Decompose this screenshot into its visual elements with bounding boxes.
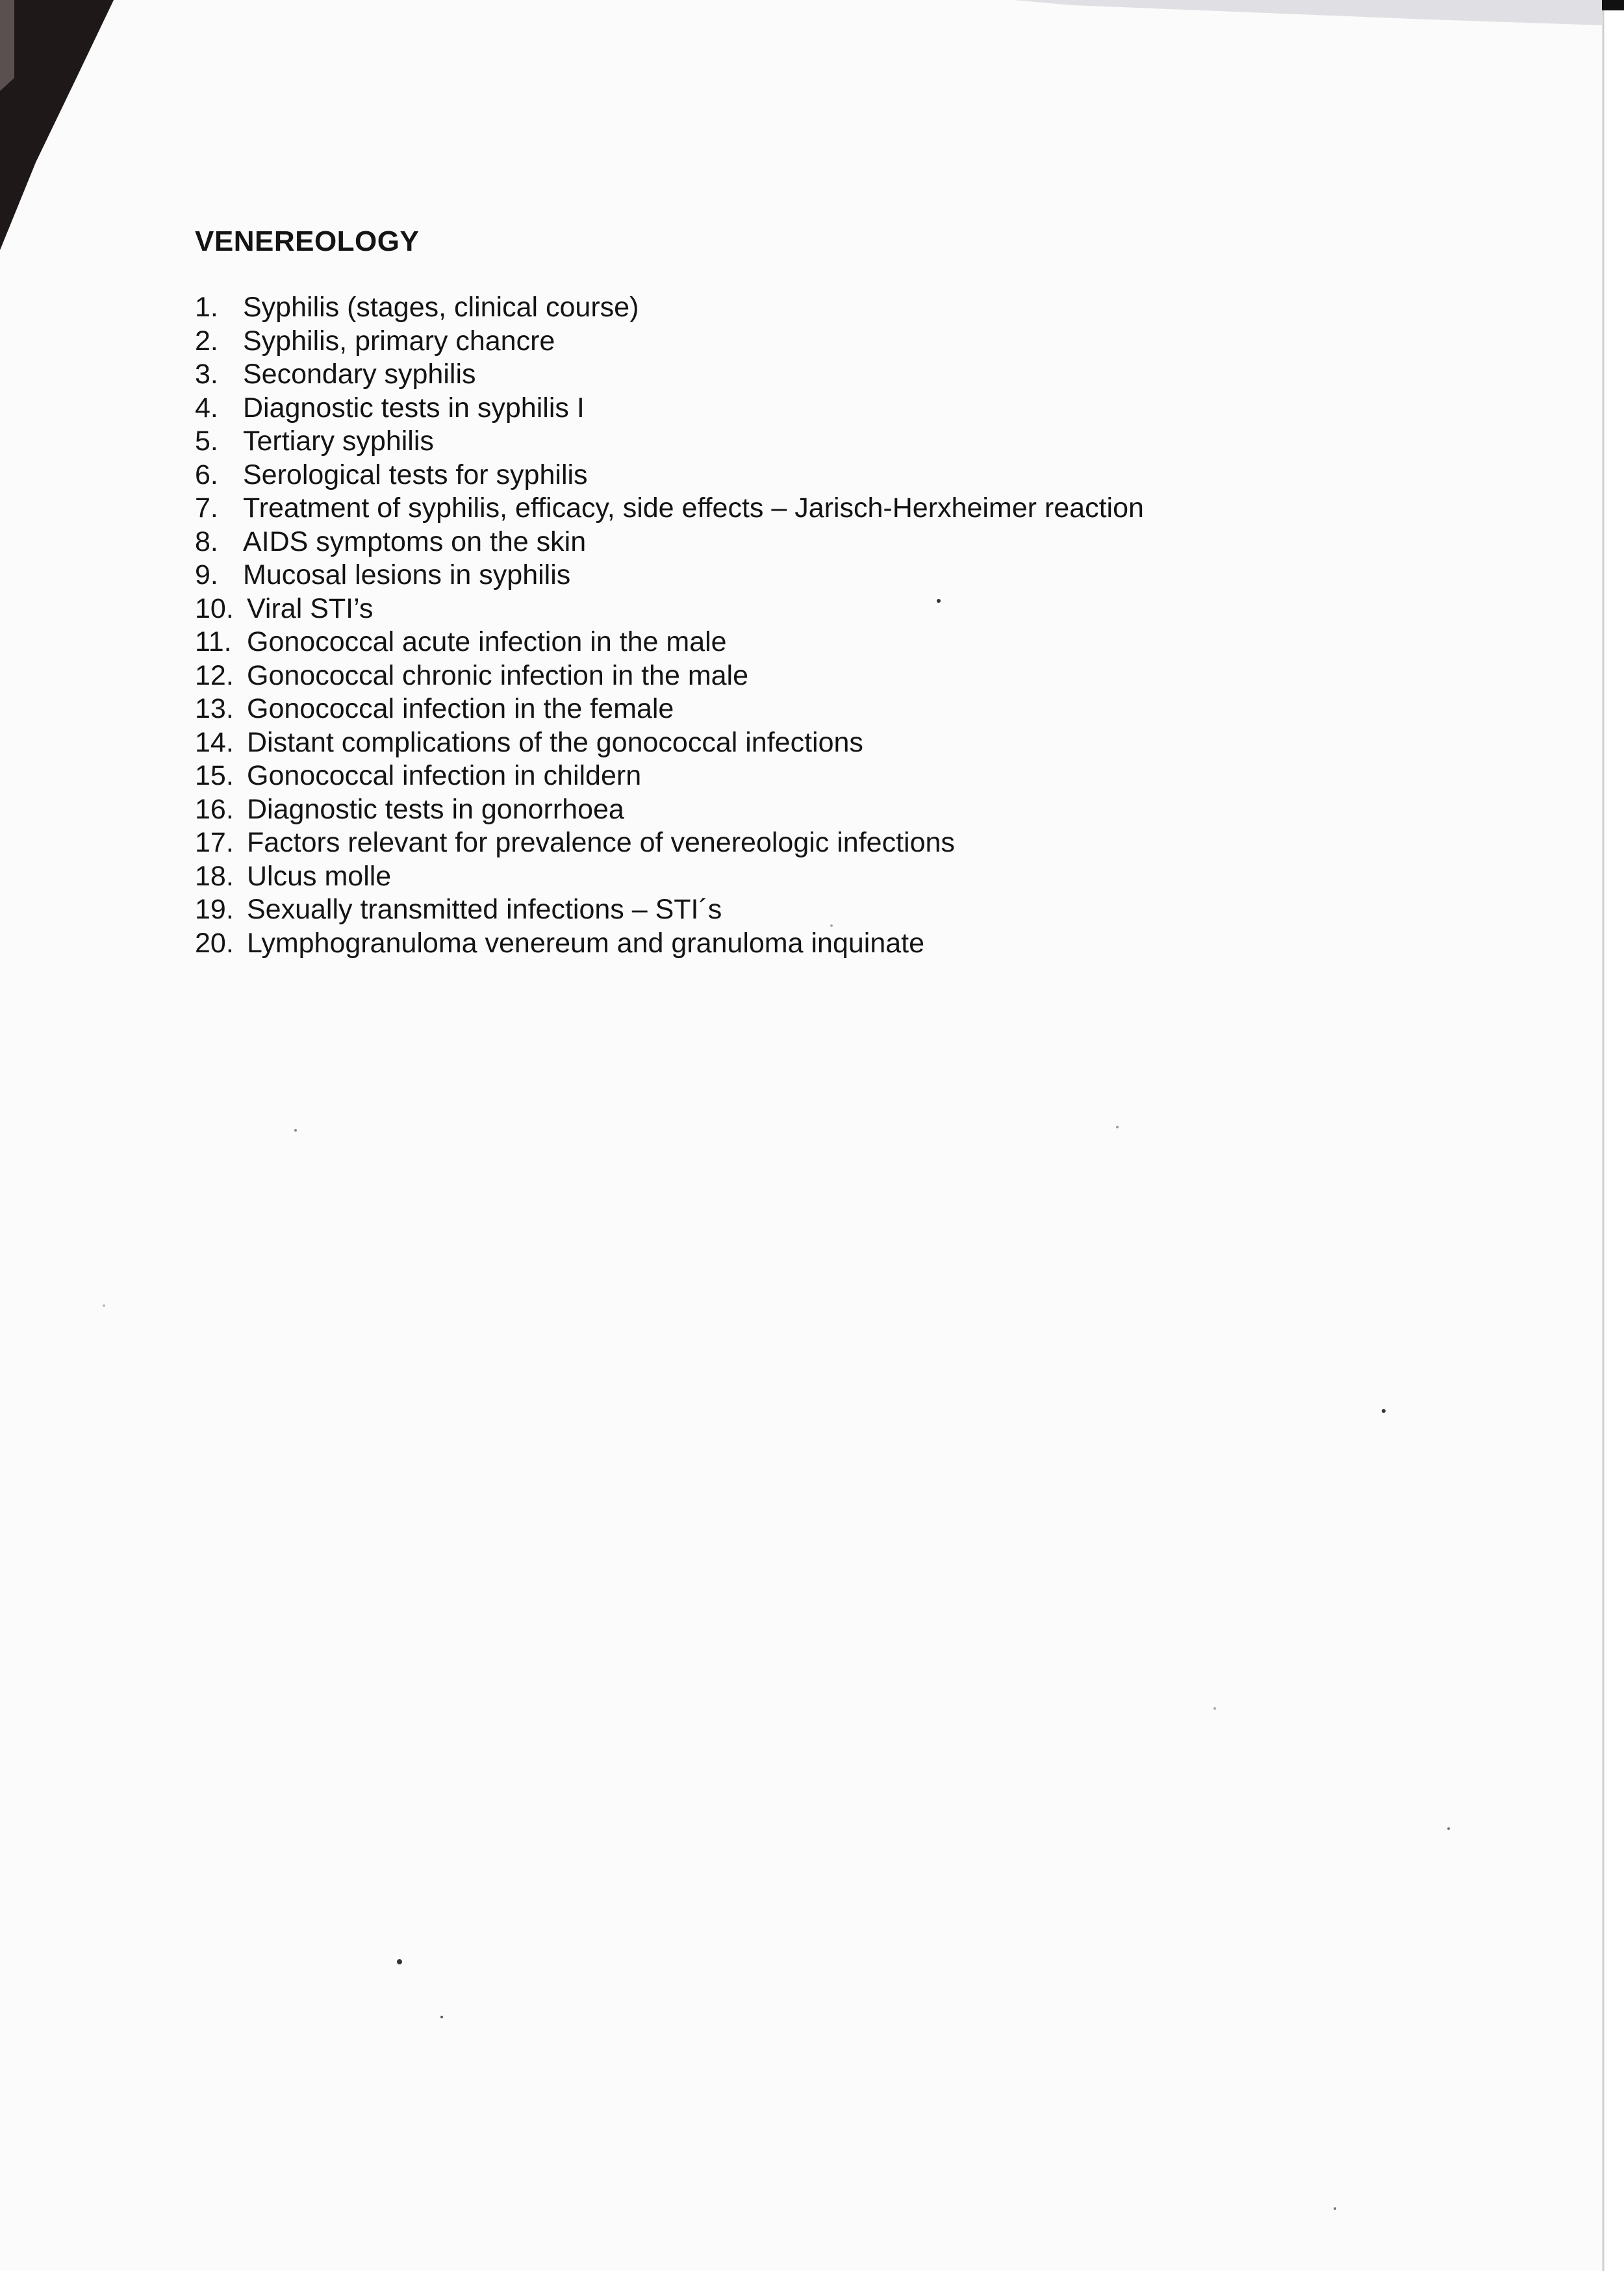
item-number: 3. xyxy=(195,359,218,390)
item-number: 12. xyxy=(195,659,234,691)
item-number: 1. xyxy=(195,292,218,323)
list-item xyxy=(195,659,1299,693)
speck xyxy=(397,1959,402,1964)
list-item xyxy=(195,325,1299,359)
item-text: Gonococcal acute infection in the male xyxy=(247,626,727,657)
list-item xyxy=(195,927,1299,961)
item-number: 20. xyxy=(195,927,234,959)
list-item xyxy=(195,893,1299,927)
item-text: Syphilis (stages, clinical course) xyxy=(243,292,639,323)
item-text: Secondary syphilis xyxy=(243,359,476,390)
item-number: 11. xyxy=(195,626,232,657)
item-text: AIDS symptoms on the skin xyxy=(243,526,587,557)
top-edge-shadow xyxy=(1013,0,1624,26)
item-text: Distant complications of the gonococcal infections xyxy=(247,726,863,758)
item-text: Treatment of syphilis, efficacy, side effects – Jarisch-Herxheimer reaction xyxy=(243,492,1144,524)
item-text: Mucosal lesions in syphilis xyxy=(243,559,571,590)
item-number: 5. xyxy=(195,425,218,457)
list-item xyxy=(195,358,1299,392)
list-item xyxy=(195,459,1299,492)
item-text: Diagnostic tests in gonorrhoea xyxy=(247,793,624,825)
speck xyxy=(103,1304,105,1307)
item-text: Gonococcal infection in the female xyxy=(247,693,674,724)
corner-shadow-edge xyxy=(0,0,14,91)
item-text: Serological tests for syphilis xyxy=(243,459,588,490)
list-item xyxy=(195,860,1299,894)
speck xyxy=(1116,1126,1119,1128)
list-item xyxy=(195,291,1299,325)
item-number: 18. xyxy=(195,860,234,892)
speck xyxy=(294,1129,297,1132)
list-item xyxy=(195,726,1299,760)
right-edge-strip xyxy=(1602,0,1624,2271)
item-number: 8. xyxy=(195,526,218,557)
item-text: Viral STI’s xyxy=(247,592,374,624)
item-text: Factors relevant for prevalence of venereologic infections xyxy=(247,827,955,858)
speck xyxy=(1447,1827,1450,1830)
topic-list xyxy=(195,291,1299,960)
item-number: 7. xyxy=(195,492,218,524)
item-number: 13. xyxy=(195,693,234,724)
item-number: 4. xyxy=(195,392,218,424)
list-item xyxy=(195,392,1299,425)
corner-shadow xyxy=(0,0,114,250)
item-text: Lymphogranuloma venereum and granuloma inquinate xyxy=(247,927,925,959)
speck xyxy=(1382,1409,1386,1413)
item-number: 14. xyxy=(195,726,234,758)
item-number: 16. xyxy=(195,793,234,825)
speck xyxy=(1334,2207,1336,2210)
item-number: 17. xyxy=(195,827,234,858)
item-number: 6. xyxy=(195,459,218,490)
list-item xyxy=(195,626,1299,659)
item-number: 9. xyxy=(195,559,218,590)
item-number: 19. xyxy=(195,894,234,925)
right-edge-mark xyxy=(1602,0,1624,10)
item-number: 15. xyxy=(195,760,234,791)
list-item xyxy=(195,759,1299,793)
item-number: 10. xyxy=(195,592,234,624)
item-text: Gonococcal chronic infection in the male xyxy=(247,659,749,691)
list-item xyxy=(195,526,1299,559)
item-number: 2. xyxy=(195,325,218,357)
list-item xyxy=(195,492,1299,526)
item-text: Tertiary syphilis xyxy=(243,425,434,457)
document-title: VENEREOLOGY xyxy=(195,225,420,257)
list-item xyxy=(195,425,1299,459)
item-text: Sexually transmitted infections – STI´s xyxy=(247,894,722,925)
list-item xyxy=(195,592,1299,626)
item-text: Ulcus molle xyxy=(247,860,392,892)
item-text: Syphilis, primary chancre xyxy=(243,325,555,357)
speck xyxy=(440,2016,443,2018)
list-item xyxy=(195,692,1299,726)
list-item xyxy=(195,793,1299,827)
speck xyxy=(1213,1707,1216,1710)
list-item xyxy=(195,826,1299,860)
list-item xyxy=(195,559,1299,592)
item-text: Gonococcal infection in childern xyxy=(247,760,642,791)
item-text: Diagnostic tests in syphilis I xyxy=(243,392,585,424)
